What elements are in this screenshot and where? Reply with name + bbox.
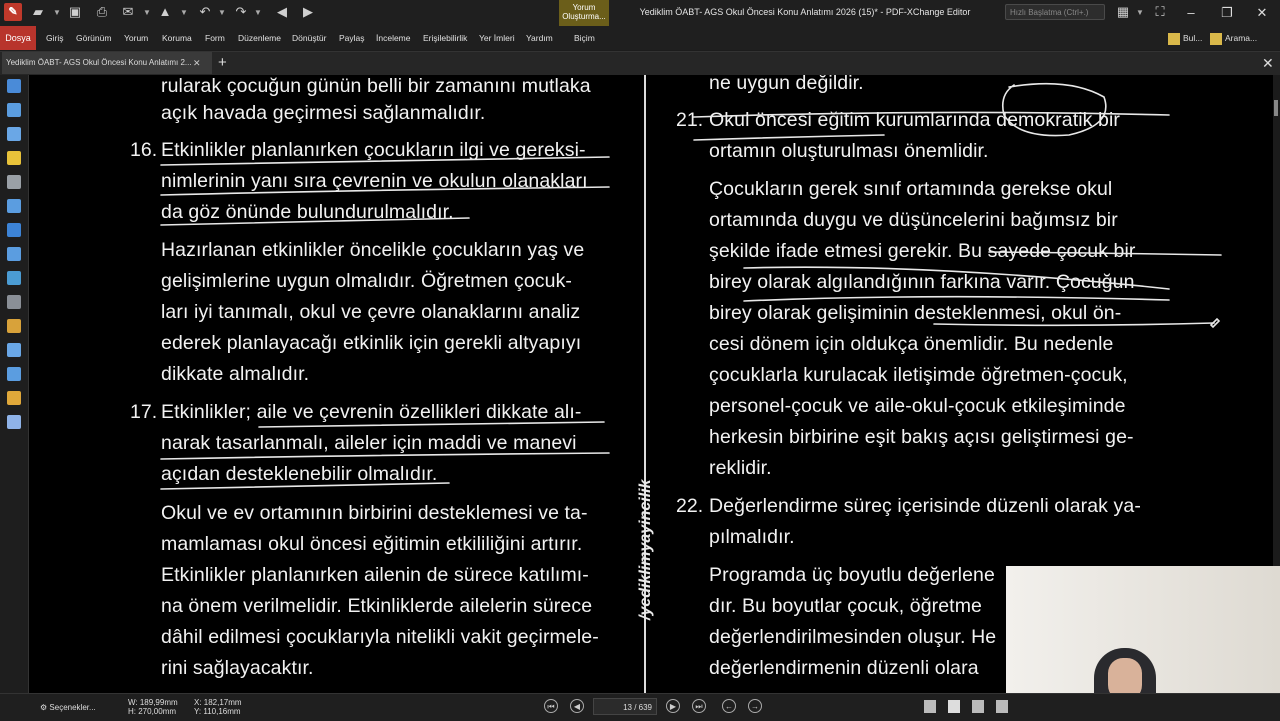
close-tab-icon[interactable]: ✕ [193, 58, 201, 68]
options-label: Seçenekler... [49, 703, 96, 712]
scrollbar-thumb[interactable] [1274, 100, 1278, 116]
find-icon [1168, 33, 1180, 45]
menu-view[interactable]: Görünüm [76, 33, 112, 43]
watermark-text: /yediklimyayincilik [637, 479, 654, 620]
print-icon[interactable]: ⎙ [96, 4, 108, 19]
color-theme-icon[interactable]: ▦ [1116, 4, 1130, 19]
menu-edit[interactable]: Düzenleme [238, 33, 281, 43]
text-line: nimlerinin yanı sıra çevrenin ve okulun olanakları [161, 170, 588, 192]
menu-convert[interactable]: Dönüştür [292, 33, 327, 43]
document-tab[interactable]: Yediklim ÖABT- AGS Okul Öncesi Konu Anlatımı 2... [2, 52, 212, 74]
text-line: Değerlendirme süreç içerisinde düzenli olarak ya- [709, 495, 1141, 517]
back-icon[interactable]: ◀ [277, 4, 287, 19]
forward-view-icon[interactable]: → [748, 699, 762, 713]
bookmarks-panel-icon[interactable] [7, 103, 21, 117]
text-line: dikkate almalıdır. [161, 363, 310, 385]
first-page-icon[interactable]: ⏮ [544, 699, 558, 713]
chevron-down-icon[interactable]: ▼ [53, 8, 61, 17]
link-panel-icon[interactable] [7, 319, 21, 333]
continuous-view-icon[interactable] [948, 700, 960, 713]
save-icon[interactable]: ▣ [68, 4, 82, 19]
tags-panel-icon[interactable] [7, 343, 21, 357]
menu-file[interactable]: Dosya [0, 26, 36, 50]
hand-tool-icon[interactable] [7, 79, 21, 93]
text-line: ortamında duygu ve düşüncelerini bağımsız bir [709, 209, 1118, 231]
pages-panel-icon[interactable] [7, 127, 21, 141]
menu-accessibility[interactable]: Erişilebilirlik [423, 33, 468, 43]
find-label: Bul... [1183, 33, 1203, 43]
text-line: değerlendirilmesinden oluşur. He [709, 626, 997, 648]
text-line: çocuklarla kurulacak iletişimde öğretmen-çocuk, [709, 364, 1128, 386]
last-page-icon[interactable]: ⏭ [692, 699, 706, 713]
text-line: açık havada geçirmesi sağlanmalıdır. [161, 102, 486, 124]
text-line: değerlendirmenin düzenli olara [709, 657, 979, 679]
undo-icon[interactable]: ↶ [199, 4, 211, 19]
text-line: şekilde ifade etmesi gerekir. Bu sayede çocuk bir [709, 240, 1136, 262]
previous-page-icon[interactable]: ◀ [570, 699, 584, 713]
text-line: rini sağlayacaktır. [161, 657, 314, 679]
text-line: Etkinlikler planlanırken ailenin de sürece katılımı- [161, 564, 589, 586]
ribbon-menu-bar [0, 26, 1280, 50]
text-line: dâhil edilmesi çocuklarıyla nitelikli vakit geçirmele- [161, 626, 599, 648]
menu-format[interactable]: Biçim [574, 33, 595, 43]
y-readout: Y: 110,16mm [194, 707, 241, 716]
menu-help[interactable]: Yardım [526, 33, 553, 43]
chevron-down-icon[interactable]: ▼ [254, 8, 262, 17]
menu-review[interactable]: İnceleme [376, 33, 411, 43]
facing-view-icon[interactable] [972, 700, 984, 713]
text-line: Okul öncesi eğitim kurumlarında demokratik bir [709, 109, 1121, 131]
text-line: dır. Bu boyutlar çocuk, öğretme [709, 595, 982, 617]
close-button[interactable]: ✕ [1256, 5, 1268, 20]
find-button[interactable] [1168, 30, 1202, 46]
fields-panel-icon[interactable] [7, 415, 21, 429]
single-page-view-icon[interactable] [924, 700, 936, 713]
redo-icon[interactable]: ↷ [235, 4, 247, 19]
page-number-input[interactable]: 13 / 639 [593, 698, 657, 715]
menu-home[interactable]: Giriş [46, 33, 64, 43]
text-line: gelişimlerine uygun olmalıdır. Öğretmen çocuk- [161, 270, 573, 292]
text-line: açıdan desteklenebilir olmalıdır. [161, 463, 438, 485]
facing-continuous-view-icon[interactable] [996, 700, 1008, 713]
menu-protect[interactable]: Koruma [162, 33, 192, 43]
text-line: reklidir. [709, 457, 772, 479]
underline-stroke [744, 297, 1169, 301]
item-number: 16. [130, 139, 158, 161]
articles-panel-icon[interactable] [7, 391, 21, 405]
text-line: Çocukların gerek sınıf ortamında gerekse okul [709, 178, 1113, 200]
attachments-panel-icon[interactable] [7, 175, 21, 189]
next-page-icon[interactable]: ▶ [666, 699, 680, 713]
chevron-down-icon[interactable]: ▼ [143, 8, 151, 17]
text-line: Etkinlikler planlanırken çocukların ilgi ve gereksi- [161, 139, 586, 161]
back-view-icon[interactable]: ← [722, 699, 736, 713]
search-label: Arama... [1225, 33, 1258, 43]
open-folder-icon[interactable]: ▰ [33, 4, 43, 19]
item-number: 17. [130, 401, 158, 423]
restore-button[interactable]: ❐ [1221, 5, 1233, 20]
text-line: Etkinlikler; aile ve çevrenin özellikleri dikkate alı- [161, 401, 582, 423]
text-line: cesi dönem için oldukça önemlidir. Bu nedenle [709, 333, 1114, 355]
forward-icon[interactable]: ▶ [303, 4, 313, 19]
options-button[interactable]: ⚙ Seçenekler... [40, 703, 96, 712]
add-tab-icon[interactable]: + [218, 54, 227, 71]
destinations-panel-icon[interactable] [7, 367, 21, 381]
item-number: 22. [676, 495, 704, 517]
text-line: na önem verilmelidir. Etkinliklerde ailelerin sürece [161, 595, 593, 617]
text-line: ortamın oluşturulması önemlidir. [709, 140, 989, 162]
text-line: ederek planlayacağı etkinlik için gerekli altyapıyı [161, 332, 582, 354]
contextual-tab-comment[interactable]: Yorum Oluşturma... [559, 0, 609, 50]
fullscreen-icon[interactable]: ⛶ [1155, 4, 1165, 19]
text-line: pılmalıdır. [709, 526, 795, 548]
search-panel-icon[interactable] [7, 271, 21, 285]
search-folder-icon [1210, 33, 1222, 45]
text-line: birey olarak gelişiminin desteklenmesi, okul ön- [709, 302, 1122, 324]
text-line: da göz önünde bulundurulmalıdır. [161, 201, 454, 223]
structure-panel-icon[interactable] [7, 295, 21, 309]
text-line: Hazırlanan etkinlikler öncelikle çocukların yaş ve [161, 239, 585, 261]
email-icon[interactable]: ✉ [122, 4, 134, 19]
comments-panel-icon[interactable] [7, 151, 21, 165]
height-readout: H: 270,00mm [128, 707, 177, 716]
chevron-down-icon[interactable]: ▼ [218, 8, 226, 17]
text-line: narak tasarlanmalı, aileler için maddi ve manevi [161, 432, 577, 454]
scan-icon[interactable]: ▲ [158, 4, 172, 19]
text-line: Programda üç boyutlu değerlene [709, 564, 995, 586]
signatures-panel-icon[interactable] [7, 247, 21, 261]
content-panel-icon[interactable] [7, 223, 21, 237]
item-number: 21. [676, 109, 704, 131]
search-button[interactable] [1210, 30, 1257, 46]
menu-form[interactable]: Form [205, 33, 225, 43]
text-line: personel-çocuk ve aile-okul-çocuk etkileşiminde [709, 395, 1126, 417]
quick-launch-input[interactable]: Hızlı Başlatma (Ctrl+.) [1005, 4, 1105, 20]
menu-comment[interactable]: Yorum [124, 33, 149, 43]
menu-share[interactable]: Paylaş [339, 33, 365, 43]
text-line: ne uygun değildir. [709, 75, 864, 94]
text-line: ları iyi tanımalı, okul ve çevre olanaklarını analiz [161, 301, 581, 323]
text-line: herkesin birbirine eşit bakış açısı geliştirmesi ge- [709, 426, 1134, 448]
chevron-down-icon[interactable]: ▼ [1136, 8, 1144, 17]
left-sidebar [0, 75, 29, 693]
text-line: birey olarak algılandığının farkına varır. Çocuğun [709, 271, 1135, 293]
width-readout: W: 189,99mm [128, 698, 178, 707]
menu-bookmarks[interactable]: Yer İmleri [479, 33, 515, 43]
layers-panel-icon[interactable] [7, 199, 21, 213]
pen-cursor-stroke [1211, 319, 1219, 327]
close-panel-icon[interactable]: ✕ [1262, 55, 1274, 71]
app-logo-icon[interactable]: ✎ [4, 3, 22, 21]
text-line: Okul ve ev ortamının birbirini desteklemesi ve ta- [161, 502, 588, 524]
window-title: Yediklim ÖABT- AGS Okul Öncesi Konu Anlatımı 2026 (15)* - PDF-XChange Editor [639, 7, 971, 17]
minimize-button[interactable]: – [1187, 5, 1195, 20]
x-readout: X: 182,17mm [194, 698, 242, 707]
chevron-down-icon[interactable]: ▼ [180, 8, 188, 17]
text-line: mamlaması okul öncesi eğitimin etkililiğini artırır. [161, 533, 583, 555]
text-line: rularak çocuğun günün belli bir zamanını mutlaka [161, 75, 591, 97]
